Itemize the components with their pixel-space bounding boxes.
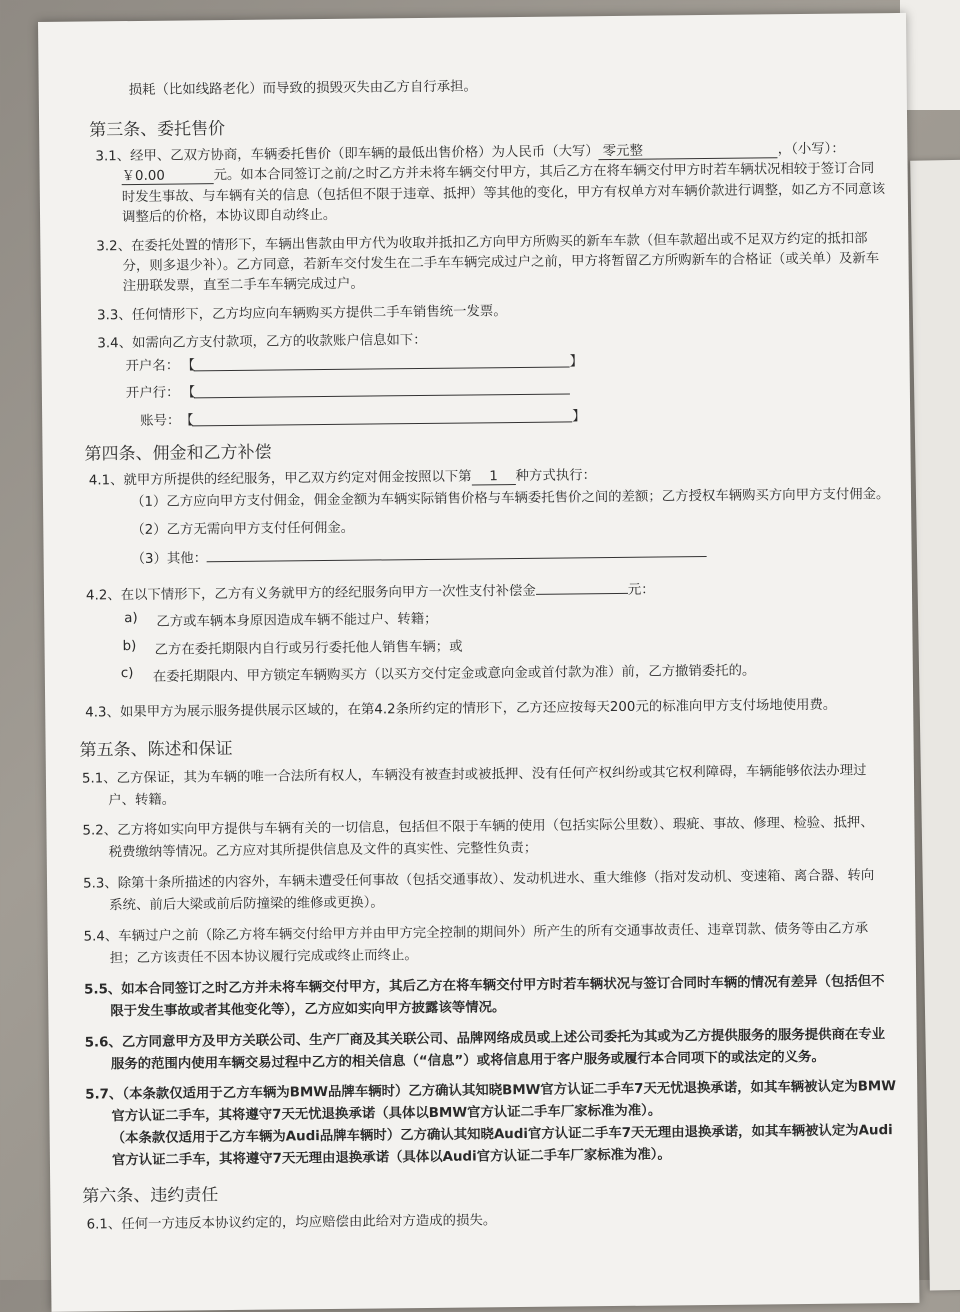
clause-4-3: 4.3、如果甲方为展示服务提供展示区域的，在第4.2条所约定的情形下，乙方还应按每天200元的标准向甲方支付场地使用费。 — [85, 697, 837, 721]
clause-3-4: 3.4、如需向乙方支付款项，乙方的收款账户信息如下： — [97, 332, 427, 352]
amount-field: ￥0.00 — [122, 164, 214, 185]
clause-5-5-line-1: 5.5、如本合同签订之时乙方并未将车辆交付甲方，其后乙方在将车辆交付甲方时若车辆状况与签订合同时车辆的情况有差异（包括但不 — [84, 974, 885, 998]
account-number-label: 账号： — [140, 413, 181, 429]
clause-5-1-line-1: 5.1、乙方保证，其为车辆的唯一合法所有权人，车辆没有被查封或被抵押、没有任何产权纠纷或其它权利障碍，车辆能够依法办理过 — [81, 763, 867, 787]
clause-4-2-text: 4.2、在以下情形下，乙方有义务就甲方的经纪服务向甲方一次性支付补偿金 — [85, 583, 536, 604]
clause-5-1-line-2: 户、转籍。 — [108, 792, 176, 809]
bank-bracket-open: 【 — [181, 385, 196, 401]
bank-label: 开户行： — [125, 385, 180, 402]
clause-5-4-line-1: 5.4、车辆过户之前（除乙方将车辆交付给甲方并由甲方完全控制的期间外）所产生的所有交通事故责任、违章罚款、债务等由乙方承 — [83, 921, 869, 945]
section-3-heading: 第三条、委托售价 — [89, 119, 226, 141]
section-6-heading: 第六条、违约责任 — [82, 1185, 219, 1207]
clause-3-1-line-3: 时发生事故、与车辆有关的信息（包括但不限于违章、抵押）等其他的变化，甲方有权单方对车辆价款进行调整，如乙方不同意该 — [121, 182, 886, 206]
commission-option-1: （1）乙方应向甲方支付佣金，佣金金额为车辆实际销售价格与车辆委托售价之间的差额；乙方授权车辆购买方向甲方支付佣金。 — [130, 487, 890, 511]
clause-5-3-line-2: 系统、前后大梁或前后防撞梁的维修或更换）。 — [109, 895, 384, 914]
other-option-field — [207, 542, 707, 562]
clause-5-7-line-3: （本条款仅适用于乙方车辆为Audi品牌车辆时）乙方确认其知晓Audi官方认证二手车7天无理由退换承诺，如其车辆被认定为Audi — [111, 1123, 893, 1147]
account-number-bracket-close: 】 — [572, 409, 586, 425]
background-paper-corner — [900, 0, 960, 110]
clause-4-2 — [86, 579, 655, 604]
clause-5-5-line-2: 限于发生事故或者其他变化等），乙方应如实向甲方披露该等情况。 — [110, 1000, 506, 1020]
account-name-label: 开户名： — [125, 358, 180, 375]
clause-3-1-small-label: ，（小写）： — [777, 141, 845, 158]
item-a-text: 乙方或车辆本身原因造成车辆不能过户、转籍； — [156, 611, 438, 630]
contract-page — [38, 13, 919, 1312]
clause-5-7-line-1: 5.7、（本条款仅适用于乙方车辆为BMW品牌车辆时）乙方确认其知晓BMW官方认证二手车7天无忧退换承诺，如其车辆被认定为BMW — [85, 1079, 897, 1103]
clause-6-1: 6.1、任何一方违反本协议约定的，均应赔偿由此给对方造成的损失。 — [86, 1213, 497, 1233]
clause-4-1-text: 4.1、就甲方所提供的经纪服务，甲乙双方约定对佣金按照以下第 — [88, 469, 472, 489]
clause-3-1-text: 3.1、经甲、乙双方协商，车辆委托售价（即车辆的最低出售价格）为人民币（大写） — [95, 144, 599, 165]
clause-5-2-line-2: 税费缴纳等情况。乙方应对其所提供信息及文件的真实性、完整性负责； — [108, 840, 538, 861]
item-a-label: a) — [124, 610, 138, 627]
clause-3-2-line-1: 3.2、在委托处置的情形下，车辆出售款由甲方代为收取并抵扣乙方向甲方所购买的新车车款（但车款超出或不足双方约定的抵扣部 — [96, 231, 868, 255]
commission-option-2: （2）乙方无需向甲方支付任何佣金。 — [131, 520, 355, 539]
bank-field — [194, 379, 570, 398]
account-name-bracket-open: 【 — [181, 358, 196, 374]
account-name-field — [194, 352, 570, 371]
clause-4-2-text-b: 元： — [627, 582, 655, 598]
clause-3-2-line-3: 注册联发票，直至二手车车辆完成过户。 — [122, 276, 364, 295]
item-c-text: 在委托期限内、甲方锁定车辆购买方（以买方交付定金或意向金或首付款为准）前，乙方撤销委托的。 — [152, 663, 756, 685]
clause-5-3-line-1: 5.3、除第十条所描述的内容外，车辆未遭受任何事故（包括交通事故）、发动机进水、重大维修（指对发动机、变速箱、离合器、转向 — [82, 868, 875, 892]
commission-option-3 — [132, 542, 708, 567]
item-b-text: 乙方在委托期限内自行或另行委托他人销售车辆；或 — [154, 639, 463, 658]
account-number-field — [192, 407, 572, 426]
section-4-heading: 第四条、佣金和乙方补偿 — [84, 442, 272, 465]
clause-5-7-line-4: 官方认证二手车，其将遵守7天无理由退换承诺（具体以Audi官方认证二手车厂家标准为准）。 — [111, 1147, 671, 1169]
account-number-bracket-open: 【 — [180, 413, 194, 429]
commission-option-field: 1 — [472, 469, 516, 485]
clause-5-4-line-2: 担；乙方该责任不因本协议履行完成或终止而终止。 — [109, 948, 418, 967]
item-c-label: c) — [120, 666, 134, 682]
clause-3-3: 3.3、任何情形下，乙方均应向车辆购买方提供二手车销售统一发票。 — [97, 304, 507, 324]
account-name-bracket-close: 】 — [569, 354, 584, 370]
clause-4-1 — [89, 464, 596, 489]
clause-5-2-line-1: 5.2、乙方将如实向甲方提供与车辆有关的一切信息，包括但不限于车辆的使用（包括实际公里数）、瑕疵、事故、修理、检验、抵押、 — [82, 815, 874, 839]
commission-option-3-label: （3）其他： — [131, 551, 208, 568]
clause-3-2-line-2: 分，则多退少补）。乙方同意，若新车交付发生在二手车车辆完成过户之前，甲方将暂留乙方所购新车的合格证（或关单）及新车 — [122, 251, 880, 275]
clause-5-6-line-2: 服务的范围内使用车辆交易过程中乙方的相关信息（“信息”）或将信息用于客户服务或履行本合同项下的或法定的义务。 — [110, 1049, 825, 1073]
section-5-heading: 第五条、陈述和保证 — [79, 739, 233, 761]
amount-in-words-field: 零元整 — [599, 138, 778, 160]
clause-5-6-line-1: 5.6、乙方同意甲方及甲方关联公司、生产厂商及其关联公司、品牌网络成员或上述公司委托为其或为乙方提供服务的服务提供商在专业 — [84, 1027, 886, 1051]
item-b-label: b) — [122, 639, 137, 655]
background-paper-edge — [910, 159, 960, 1290]
clause-3-1-text-b: 元。如本合同签订之前/之时乙方并未将车辆交付甲方，其后乙方在将车辆交付甲方时若车辆状况相较于签订合同 — [213, 161, 875, 184]
clause-3-1-line-4: 调整后的价格，本协议即自动终止。 — [121, 207, 337, 226]
compensation-amount-field — [536, 579, 628, 595]
clause-5-7-line-2: 官方认证二手车，其将遵守7天无忧退换承诺（具体以BMW官方认证二手车厂家标准为准）。 — [111, 1103, 662, 1125]
carryover-line: 损耗（比如线路老化）而导致的损毁灭失由乙方自行承担。 — [128, 79, 477, 99]
clause-4-1-text-b: 种方式执行： — [515, 468, 597, 485]
